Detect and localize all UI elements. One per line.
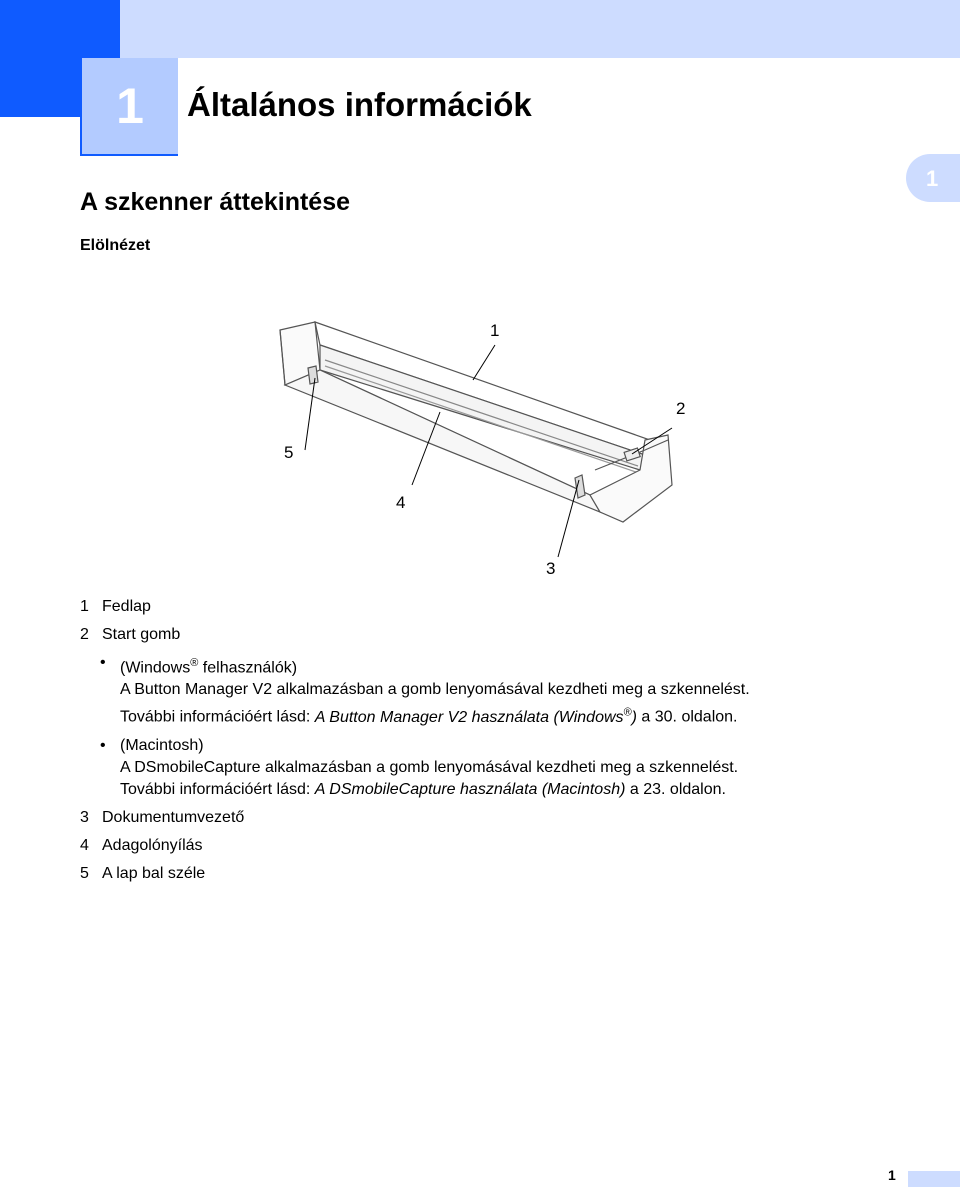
chapter-side-tab [906, 154, 960, 202]
list-item: 3 Dokumentumvezető [80, 808, 245, 826]
list-item: 4 Adagolónyílás [80, 836, 203, 854]
scanner-illustration [240, 300, 720, 590]
list-item: 2 Start gomb [80, 626, 181, 643]
bullet-macintosh: • (Macintosh) A DSmobileCapture alkalmazásban a gomb lenyomásával kezdheti meg a szkennelést. További információért lásd: A DSmobileCapture használata (Macintosh) a 23. oldalon. [80, 735, 940, 801]
callout-1: 1 [490, 321, 500, 340]
callout-5: 5 [284, 443, 294, 462]
chapter-number: 1 [116, 78, 144, 134]
cross-reference: A DSmobileCapture használata (Macintosh) [314, 780, 626, 798]
bullet-windows: • (Windows® felhasználók) A Button Manager V2 alkalmazásban a gomb lenyomásával kezdheti meg a szkennelést. További információért lásd: A Button Manager V2 használata (Windows®) a 30. oldalon. [80, 652, 940, 729]
callout-4: 4 [396, 493, 406, 512]
page-number: 1 [888, 1167, 896, 1183]
list-item: 1 Fedlap [80, 598, 151, 615]
parts-list [80, 596, 940, 891]
subsection-title: Elölnézet [80, 237, 151, 254]
chapter-number-box [80, 58, 178, 156]
footer-accent [908, 1171, 960, 1187]
callout-3: 3 [546, 559, 556, 578]
section-title: A szkenner áttekintése [80, 188, 351, 216]
chapter-title: Általános információk [187, 86, 532, 123]
side-tab-number: 1 [926, 166, 939, 191]
start-button-bullets [80, 652, 940, 801]
list-item: 5 A lap bal széle [80, 864, 206, 882]
header-band [120, 0, 960, 58]
callout-2: 2 [676, 399, 686, 418]
cross-reference: A Button Manager V2 használata (Windows®) [314, 706, 637, 726]
